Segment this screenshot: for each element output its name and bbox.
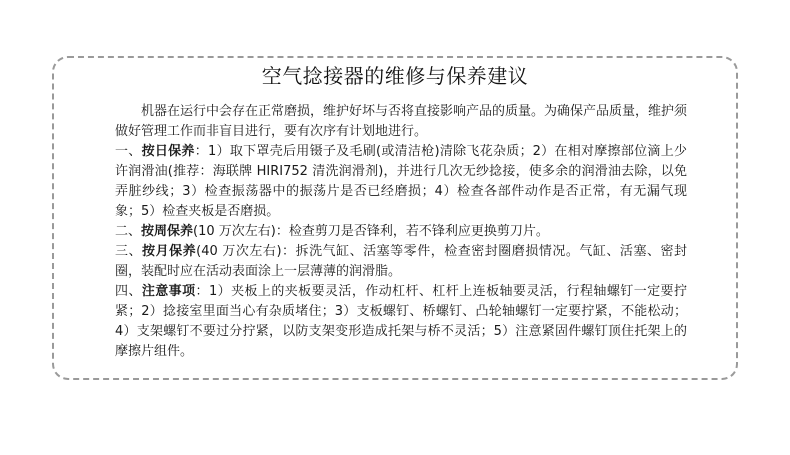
section-prefix: 三、 [115,244,143,259]
section-prefix: 一、 [115,144,142,159]
section-text: (40 万次左右)：拆洗气缸、活塞等零件，检查密封圈磨损情况。气缸、活塞、密封圈，装配时应在活动表面涂上一层薄薄的润滑脂。 [115,244,687,279]
section-heading: 注意事项 [141,284,196,299]
section-text: ：1）夹板上的夹板要灵活，作动杠杆、杠杆上连板轴要灵活，行程轴螺钉一定要拧紧；2）捻接室里面当心有杂质堵住；3）支板螺钉、桥螺钉、凸轮轴螺钉一定要拧紧，不能松动；4）支架螺钉不要过分拧紧，以防支架变形造成托架与桥不灵活；5）注意紧固件螺钉顶住托架上的摩擦片组件。 [115,284,687,359]
section-prefix: 二、 [115,224,142,239]
section-heading: 按周保养 [141,224,194,239]
section-text: (10 万次左右)：检查剪刀是否锋利，若不锋利应更换剪刀片。 [193,224,549,239]
section-daily-maintenance [115,142,687,222]
page-title: 空气捻接器的维修与保养建议 [261,64,529,88]
document-body [115,102,687,362]
section-weekly-maintenance [115,222,687,242]
section-prefix: 四、 [115,284,142,299]
section-heading: 按日保养 [141,144,195,159]
section-monthly-maintenance [115,242,687,282]
section-heading: 按月保养 [142,244,197,259]
intro-paragraph: 机器在运行中会存在正常磨损，维护好坏与否将直接影响产品的质量。为确保产品质量，维护须做好管理工作而非盲目进行，要有次序有计划地进行。 [115,104,688,139]
section-text: ：1）取下罩壳后用镊子及毛刷(或清洁枪)清除飞花杂质；2）在相对摩擦部位滴上少许润滑油(推荐：海联牌 HIRI752 清洗润滑剂)，并进行几次无纱捻接，使多余的润滑油去除，以免弄脏纱线；3）检查振荡器中的振荡片是否已经磨损；4）检查各部件动作是否正常，有无漏气现象；5）检查夹板是否磨损。 [115,144,687,219]
section-precautions [115,282,687,362]
